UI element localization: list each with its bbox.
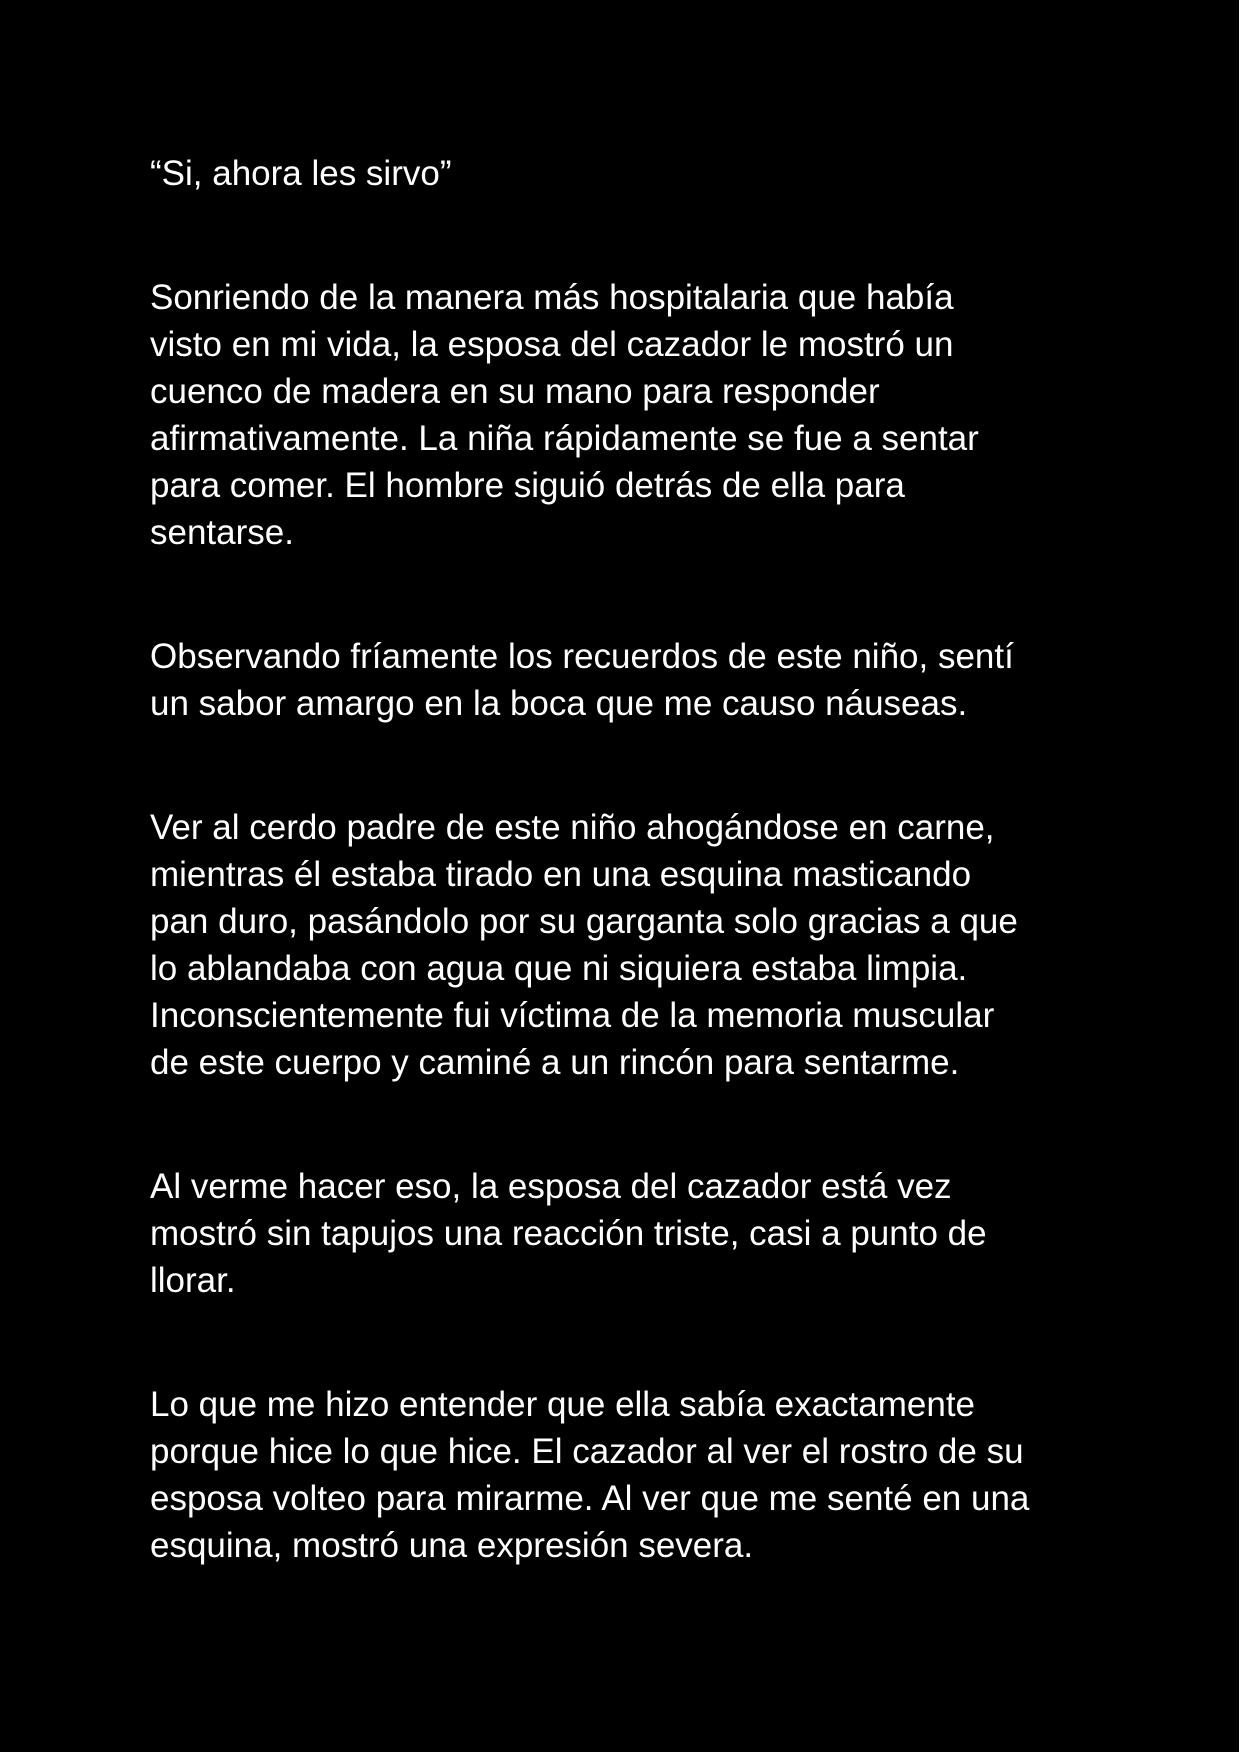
paragraph-5: Al verme hacer eso, la esposa del cazador está vez mostró sin tapujos una reacción triste, casi a punto de llorar. bbox=[150, 1167, 987, 1300]
paragraph-2: Sonriendo de la manera más hospitalaria que había visto en mi vida, la esposa del cazador le mostró un cuenco de madera en su mano para responder afirmativamente. La niña rápidamente se fue a sentar para comer. El hombre siguió detrás de ella para sentarse. bbox=[150, 278, 979, 552]
paragraph-3: Observando fríamente los recuerdos de este niño, sentí un sabor amargo en la boca que me causo náuseas. bbox=[150, 637, 1014, 723]
paragraph-dialogue: “Si, ahora les sirvo” bbox=[150, 154, 452, 193]
text-body bbox=[150, 150, 1090, 1646]
paragraph-6: Lo que me hizo entender que ella sabía exactamente porque hice lo que hice. El cazador al ver el rostro de su esposa volteo para mirarme. Al ver que me senté en una esquina, mostró una expresión severa. bbox=[150, 1385, 1030, 1565]
paragraph-4: Ver al cerdo padre de este niño ahogándose en carne, mientras él estaba tirado en una esquina masticando pan duro, pasándolo por su garganta solo gracias a que lo ablandaba con agua que ni siquiera estaba limpia. Inconscientemente fui víctima de la memoria muscular de este cuerpo y caminé a un rincón para sentarme. bbox=[150, 808, 1018, 1082]
